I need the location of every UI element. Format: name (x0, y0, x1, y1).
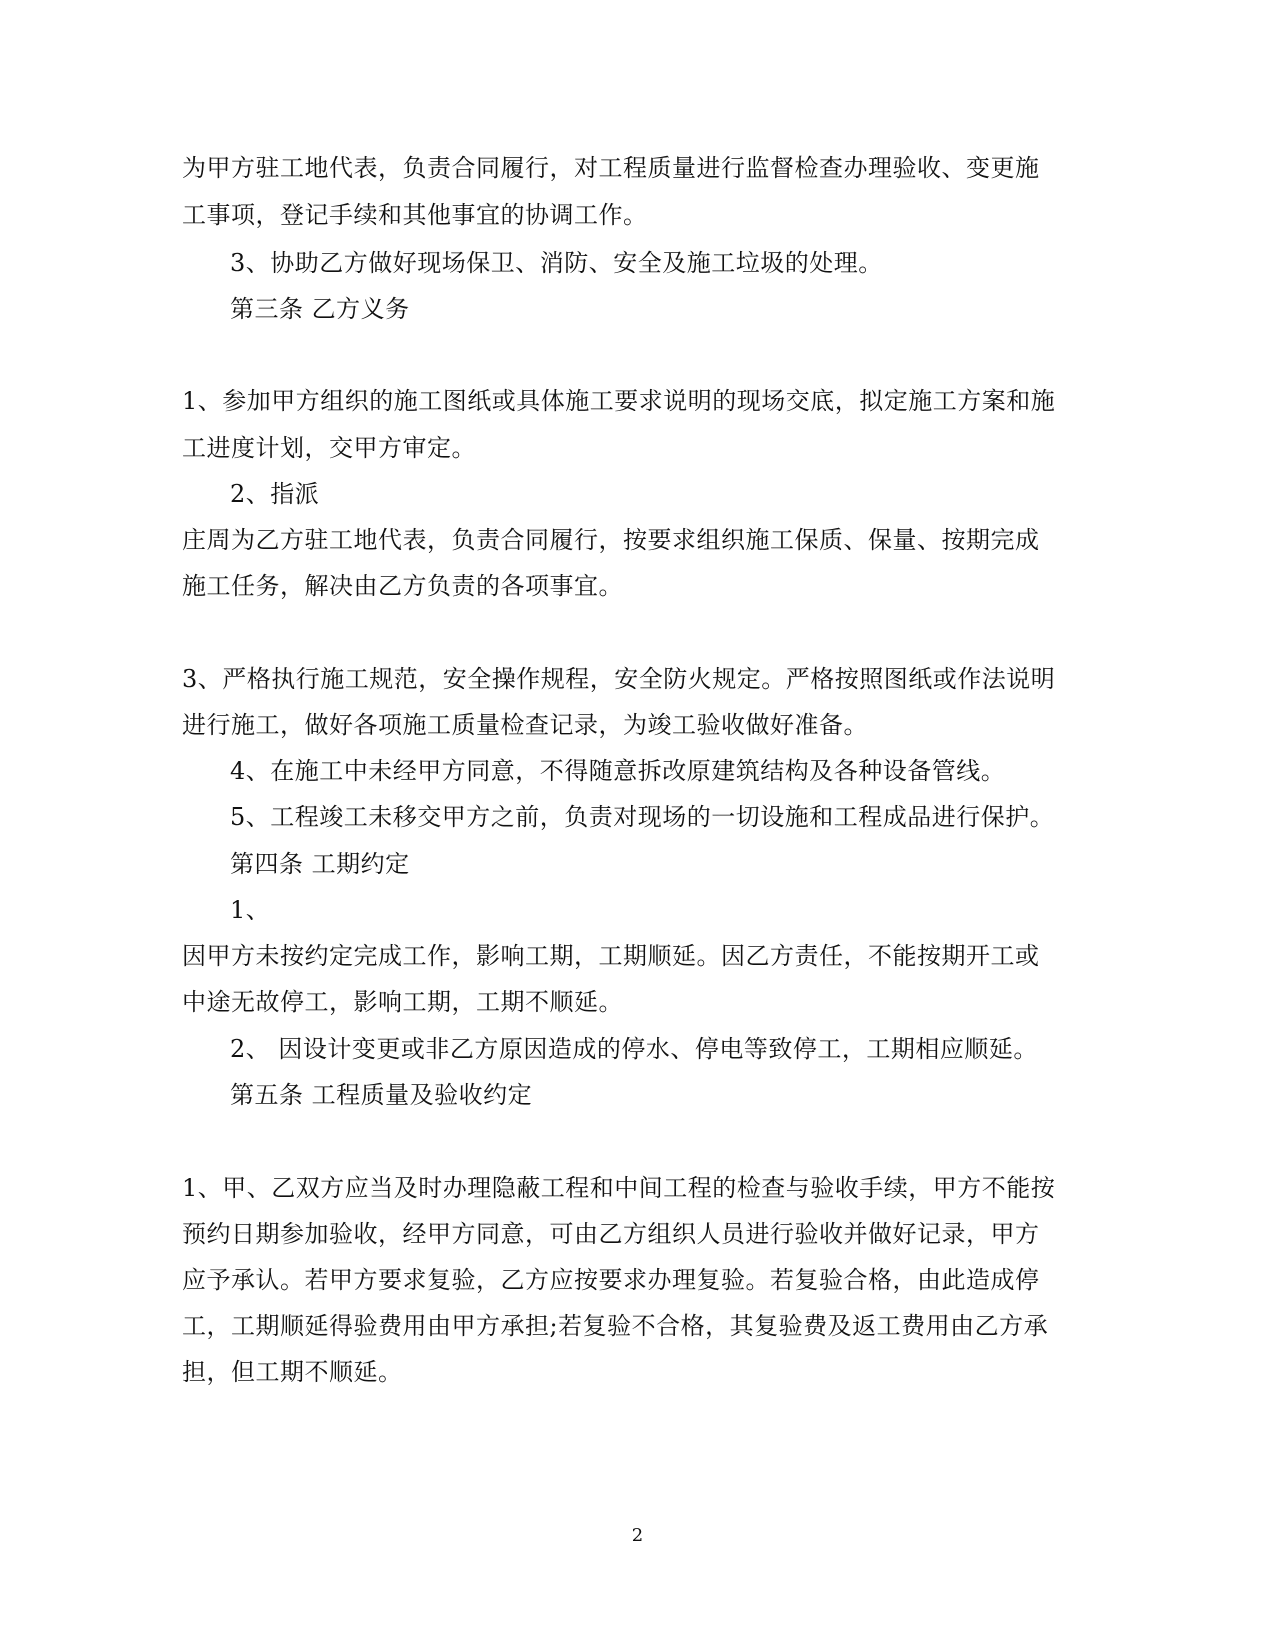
section-heading: 第三条 乙方义务 (230, 295, 410, 323)
text-line: 5、工程竣工未移交甲方之前，负责对现场的一切设施和工程成品进行保护。 (230, 803, 1055, 831)
text-line: 为甲方驻工地代表，负责合同履行，对工程质量进行监督检查办理验收、变更施 (182, 154, 1040, 182)
text-line: 4、在施工中未经甲方同意，不得随意拆改原建筑结构及各种设备管线。 (230, 757, 1006, 785)
text-line: 工进度计划，交甲方审定。 (182, 434, 476, 462)
text-line: 3、协助乙方做好现场保卫、消防、安全及施工垃圾的处理。 (230, 249, 883, 277)
text-line: 3、严格执行施工规范，安全操作规程，安全防火规定。严格按照图纸或作法说明 (182, 665, 1056, 693)
section-heading: 第四条 工期约定 (230, 850, 410, 878)
text-line: 工，工期顺延得验费用由甲方承担;若复验不合格，其复验费及返工费用由乙方承 (182, 1312, 1049, 1340)
text-line: 1、 (230, 896, 271, 924)
text-line: 1、参加甲方组织的施工图纸或具体施工要求说明的现场交底，拟定施工方案和施 (182, 387, 1056, 415)
section-heading: 第五条 工程质量及验收约定 (230, 1081, 533, 1109)
text-line: 工事项，登记手续和其他事宜的协调工作。 (182, 201, 648, 229)
page-number: 2 (631, 1525, 644, 1546)
text-line: 2、 因设计变更或非乙方原因造成的停水、停电等致停工，工期相应顺延。 (230, 1035, 1038, 1063)
text-line: 中途无故停工，影响工期，工期不顺延。 (182, 988, 623, 1016)
text-line: 施工任务，解决由乙方负责的各项事宜。 (182, 572, 623, 600)
text-line: 2、指派 (230, 480, 320, 508)
text-line: 因甲方未按约定完成工作，影响工期，工期顺延。因乙方责任，不能按期开工或 (182, 942, 1040, 970)
text-line: 1、甲、乙双方应当及时办理隐蔽工程和中间工程的检查与验收手续，甲方不能按 (182, 1174, 1056, 1202)
text-line: 应予承认。若甲方要求复验，乙方应按要求办理复验。若复验合格，由此造成停 (182, 1266, 1040, 1294)
text-line: 进行施工，做好各项施工质量检查记录，为竣工验收做好准备。 (182, 711, 868, 739)
text-line: 庄周为乙方驻工地代表，负责合同履行，按要求组织施工保质、保量、按期完成 (182, 526, 1040, 554)
text-line: 担，但工期不顺延。 (182, 1358, 403, 1386)
text-line: 预约日期参加验收，经甲方同意，可由乙方组织人员进行验收并做好记录，甲方 (182, 1220, 1040, 1248)
